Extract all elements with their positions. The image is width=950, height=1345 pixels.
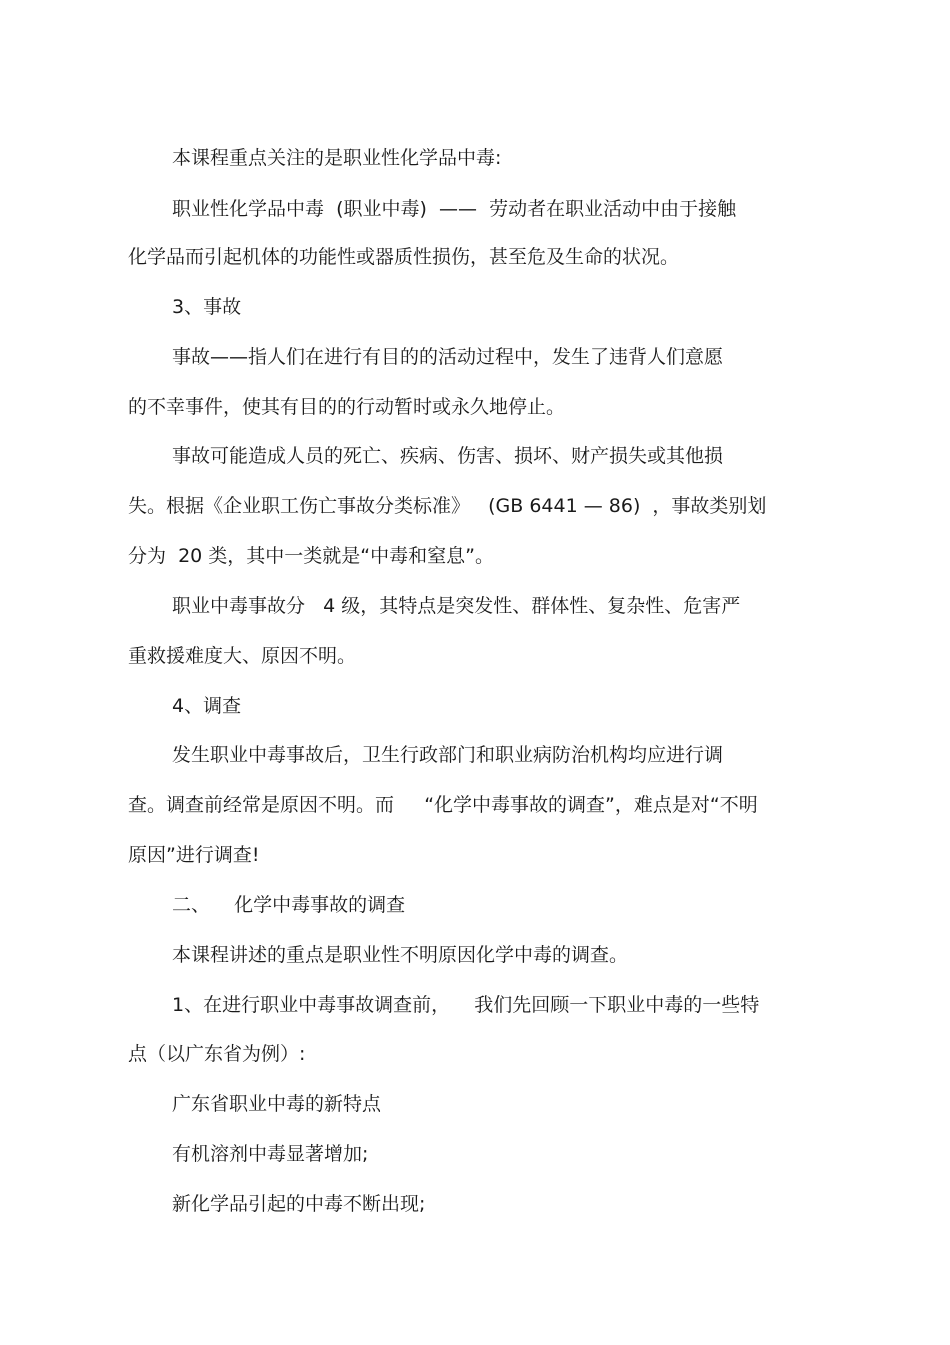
section-heading-accident: 3、事故 <box>172 296 242 318</box>
text-line-10: 职业中毒事故分 4 级，其特点是突发性、群体性、复杂性、危害严 <box>172 595 741 617</box>
text-line-8: 失。根据《企业职工伤亡事故分类标准》 (GB 6441 — 86) ，事故类别划 <box>128 495 767 517</box>
text-line-15: 原因”进行调查! <box>128 844 260 866</box>
text-line-6: 的不幸事件，使其有目的的行动暂时或永久地停止。 <box>128 396 566 418</box>
section-heading-chemical-poisoning: 二、 化学中毒事故的调查 <box>172 894 406 916</box>
text-line-18: 1、在进行职业中毒事故调查前， 我们先回顾一下职业中毒的一些特 <box>172 994 760 1016</box>
text-line-9: 分为 20 类，其中一类就是“中毒和窒息”。 <box>128 545 494 567</box>
text-line-22: 新化学品引起的中毒不断出现; <box>172 1193 426 1215</box>
text-line-14: 查。调查前经常是原因不明。而 “化学中毒事故的调查”，难点是对“不明 <box>128 794 758 816</box>
text-line-7: 事故可能造成人员的死亡、疾病、伤害、损坏、财产损失或其他损 <box>172 445 724 467</box>
text-line-11: 重救援难度大、原因不明。 <box>128 645 357 667</box>
section-heading-investigation: 4、调查 <box>172 695 242 717</box>
text-line-19: 点（以广东省为例）: <box>128 1043 306 1065</box>
text-line-21: 有机溶剂中毒显著增加; <box>172 1143 369 1165</box>
text-line-1: 本课程重点关注的是职业性化学品中毒: <box>172 147 502 169</box>
text-line-13: 发生职业中毒事故后，卫生行政部门和职业病防治机构均应进行调 <box>172 744 724 766</box>
text-line-20: 广东省职业中毒的新特点 <box>172 1093 382 1115</box>
text-line-17: 本课程讲述的重点是职业性不明原因化学中毒的调查。 <box>172 944 629 966</box>
text-line-2: 职业性化学品中毒 (职业中毒) —— 劳动者在职业活动中由于接触 <box>172 198 737 220</box>
text-line-5: 事故——指人们在进行有目的的活动过程中，发生了违背人们意愿 <box>172 346 724 368</box>
text-line-3: 化学品而引起机体的功能性或器质性损伤，甚至危及生命的状况。 <box>128 246 680 268</box>
